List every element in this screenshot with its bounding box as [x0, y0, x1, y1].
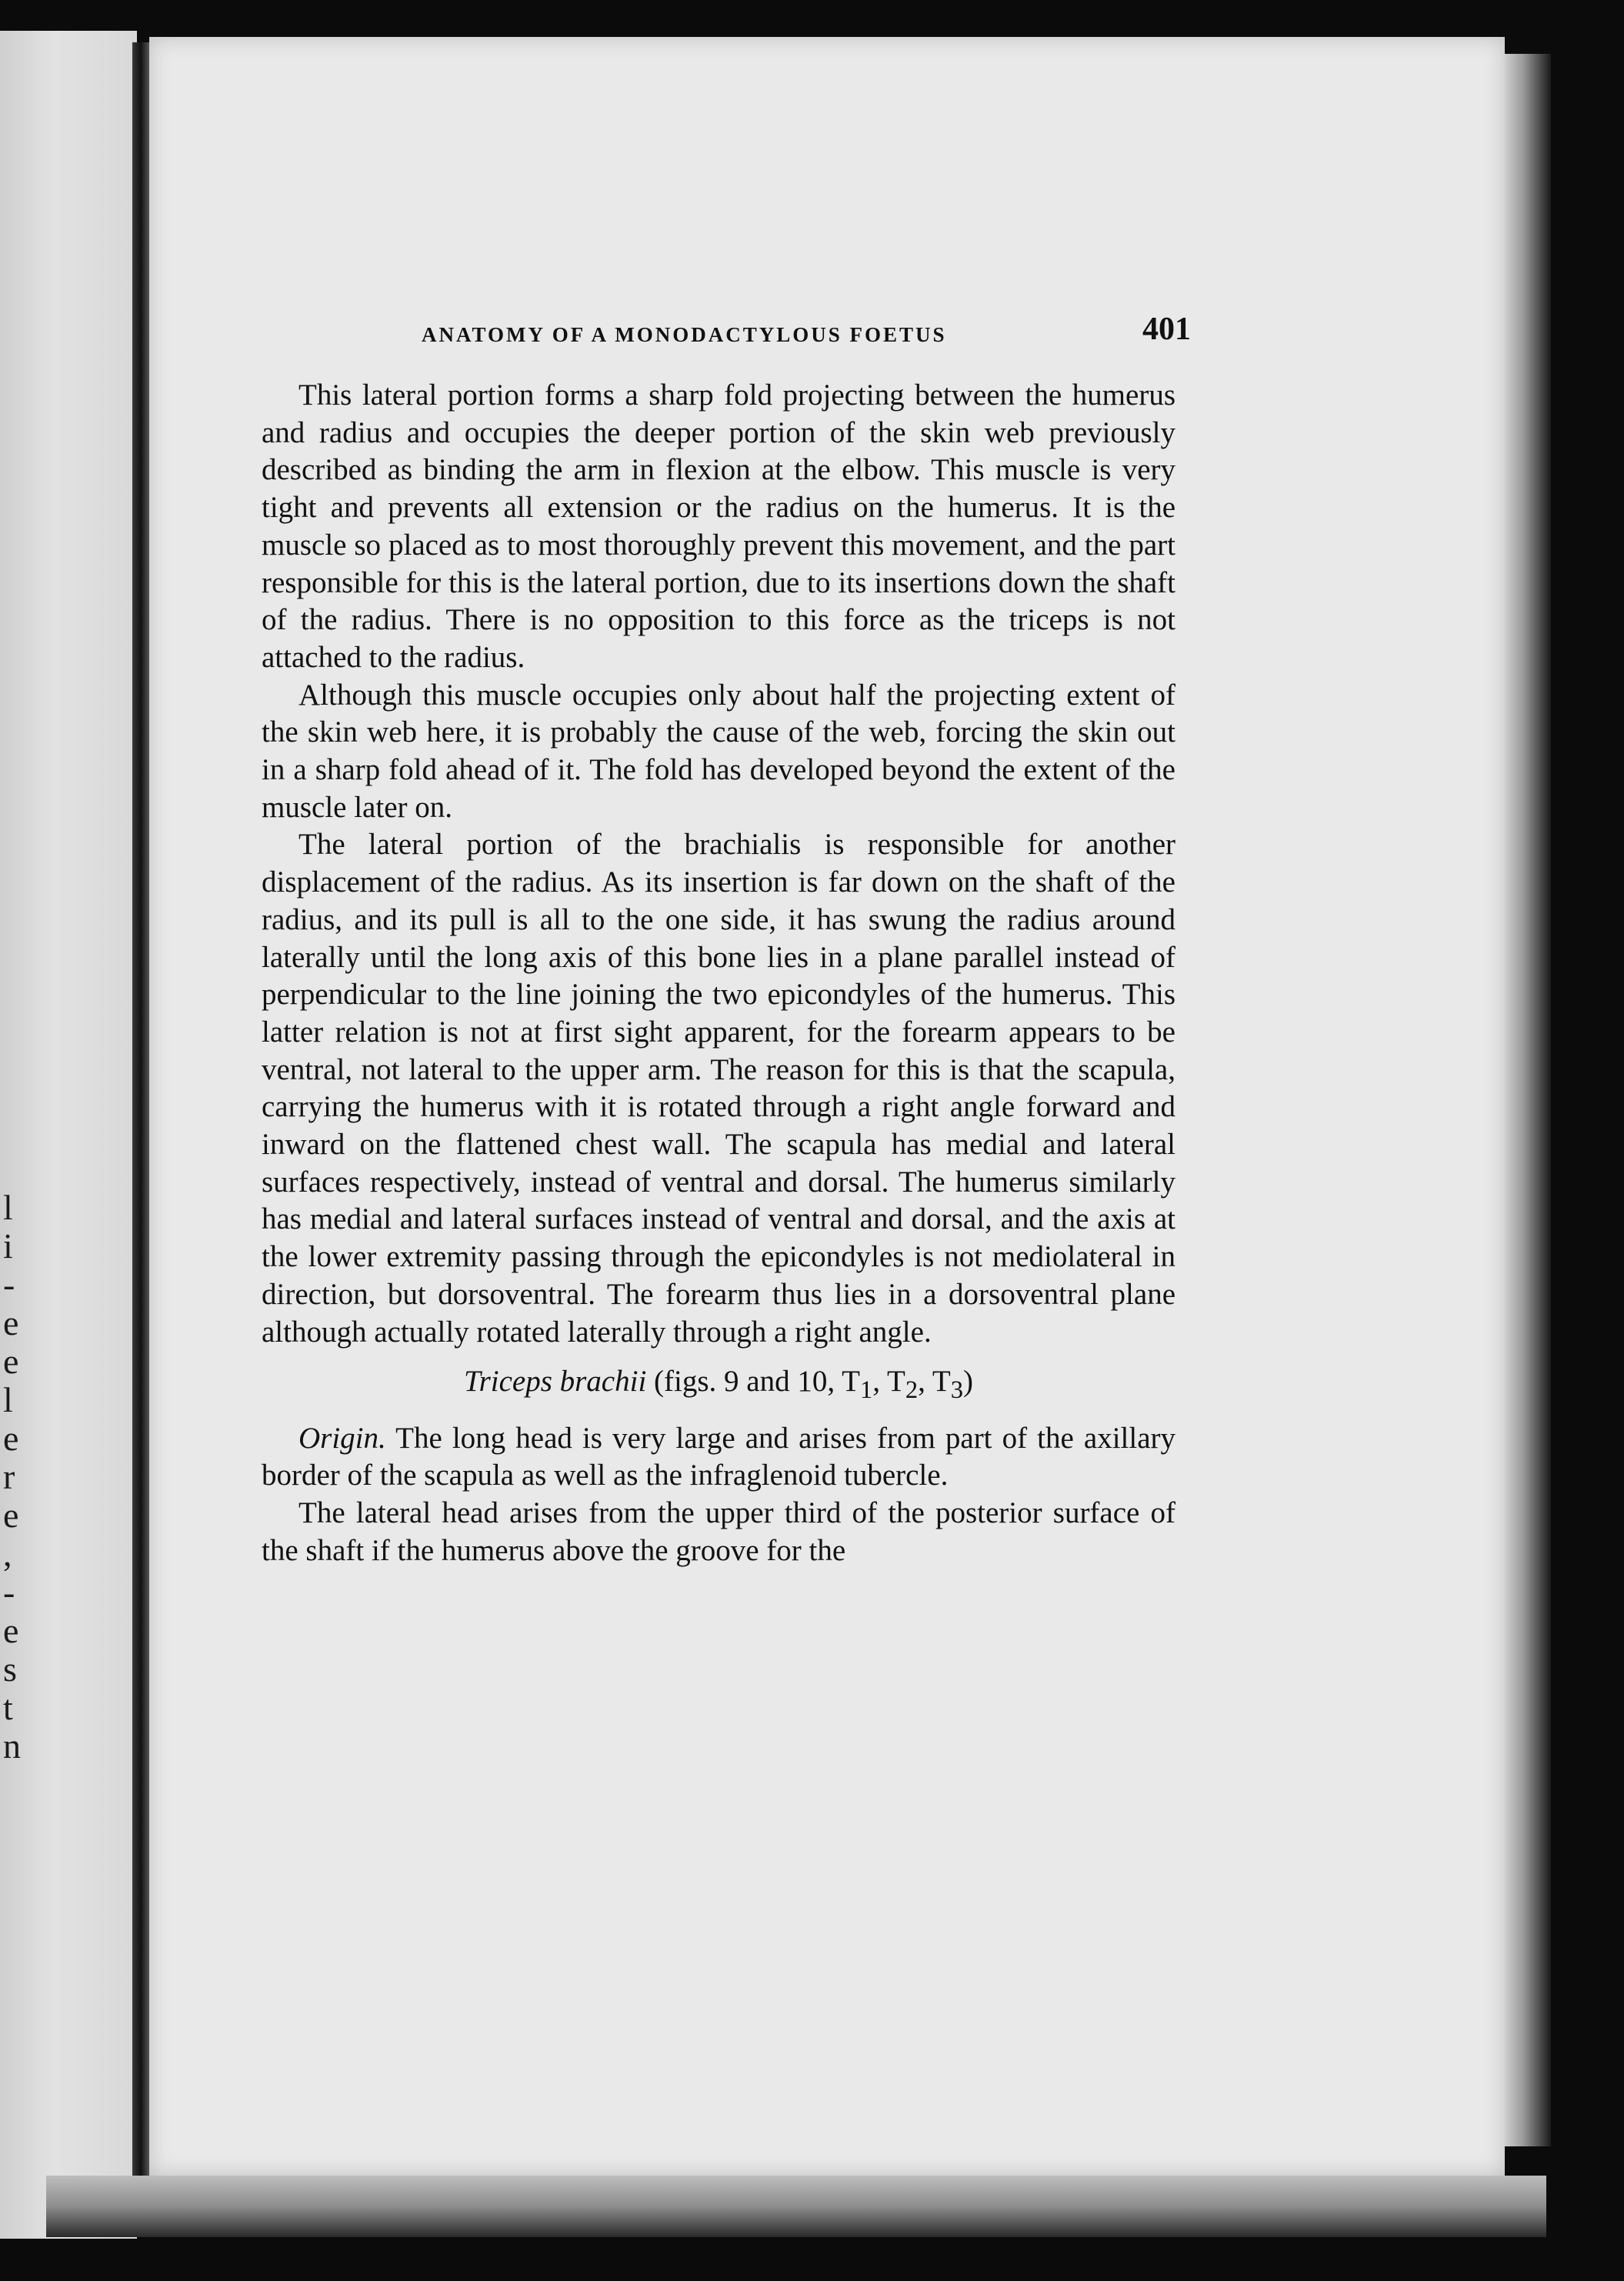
- margin-fragment: e: [3, 1419, 19, 1458]
- facing-page-text-fragments: [3, 1189, 34, 1766]
- page-right-edge: [1505, 54, 1551, 2146]
- margin-fragment: e: [3, 1496, 19, 1535]
- subscript: 1: [859, 1376, 873, 1405]
- margin-fragment: e: [3, 1611, 19, 1650]
- page-number: 401: [1142, 312, 1191, 347]
- subscript: 2: [905, 1376, 919, 1405]
- origin-text: The long head is very large and arises from part of the axillary border of the scapula as well as the infraglenoid tubercle.: [262, 1421, 1175, 1492]
- margin-fragment: -: [3, 1572, 15, 1612]
- margin-fragment: e: [3, 1342, 19, 1381]
- running-head-title: ANATOMY OF A MONODACTYLOUS FOETUS: [422, 323, 947, 346]
- margin-fragment: t: [3, 1688, 13, 1727]
- margin-fragment: r: [3, 1457, 15, 1496]
- margin-fragment: -: [3, 1265, 15, 1304]
- facing-page-edge: [0, 31, 137, 2239]
- page-bottom-edge: [46, 2176, 1546, 2237]
- paragraph: Although this muscle occupies only about half the projecting extent of the skin web here, it is probably the cause of the web, forcing the skin out in a sharp fold ahead of it. The fold has developed beyond the extent of the muscle later on.: [262, 678, 1175, 824]
- section-heading: [262, 1363, 1175, 1409]
- paragraph: The lateral portion of the brachialis is responsible for another displacement of the radius. As its insertion is far down on the shaft of the radius, and its pull is all to the one side, it has swung the radius around laterally until the long axis of this bone lies in a plane parallel instead of perpendicular to the line joining the two epicondyles of the humerus. This latter relation is not at first sight apparent, for the forearm appears to be ventral, not lateral to the upper arm. The reason for this is that the scapula, carrying the humerus with it is rotated through a right angle forward and inward on the flattened chest wall. The scapula has medial and lateral surfaces respectively, instead of ventral and dorsal. The humerus similarly has medial and lateral surfaces instead of ventral and dorsal, and the axis at the lower extremity passing through the epicondyles is not mediolateral in direction, but dorsoventral. The forearm thus lies in a dorsoventral plane although actually rotated laterally through a right angle.: [262, 828, 1175, 1349]
- margin-fragment: i: [3, 1226, 13, 1266]
- subscript: 3: [950, 1376, 963, 1405]
- margin-fragment: l: [3, 1188, 13, 1227]
- figure-reference-text: , T: [872, 1365, 905, 1399]
- origin-label: Origin.: [298, 1421, 386, 1455]
- origin-paragraph: [262, 1420, 1175, 1495]
- figure-reference: [654, 1365, 973, 1405]
- margin-fragment: l: [3, 1380, 13, 1419]
- book-gutter: [132, 42, 149, 2227]
- margin-fragment: n: [3, 1726, 21, 1766]
- margin-fragment: s: [3, 1649, 17, 1689]
- running-header: [422, 309, 1191, 355]
- section-title: Triceps brachii: [464, 1365, 647, 1399]
- page-body: [262, 377, 1175, 1570]
- paragraph: This lateral portion forms a sharp fold projecting between the humerus and radius and occupies the deeper portion of the skin web previously described as binding the arm in flexion at the elbow. This muscle is very tight and prevents all extension or the radius on the humerus. It is the muscle so placed as to most thoroughly prevent this movement, and the part responsible for this is the lateral portion, due to its insertions down the shaft of the radius. There is no opposition to this force as the triceps is not attached to the radius.: [262, 378, 1175, 674]
- figure-reference-text: ): [962, 1365, 973, 1399]
- figure-reference-text: (figs. 9 and 10, T: [654, 1365, 860, 1399]
- margin-fragment: ,: [3, 1534, 12, 1573]
- figure-reference-text: , T: [918, 1365, 951, 1399]
- margin-fragment: e: [3, 1303, 19, 1342]
- paragraph: The lateral head arises from the upper third of the posterior surface of the shaft if the humerus above the groove for the: [262, 1496, 1175, 1567]
